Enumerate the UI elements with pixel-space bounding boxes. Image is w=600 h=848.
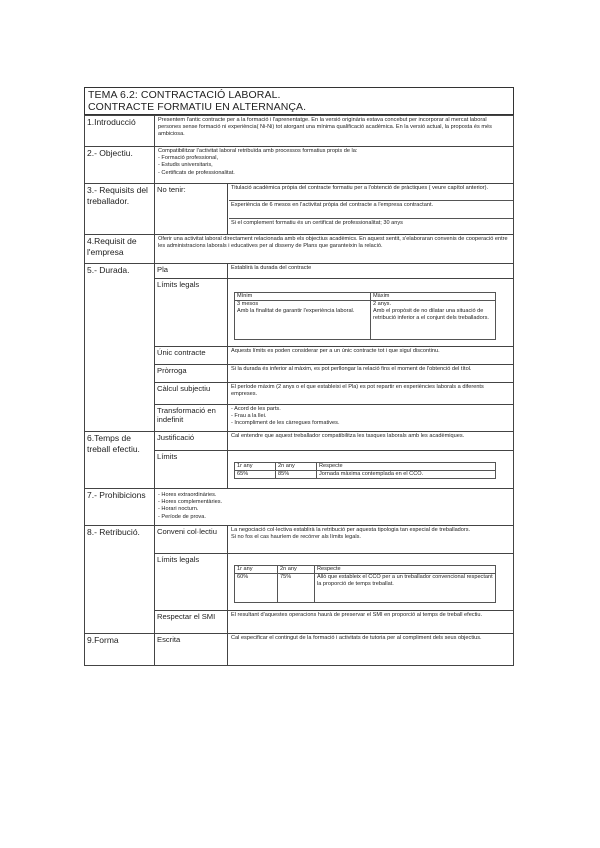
- sub-text: Si la durada és inferior al màxim, es pot perllongar la relació fins el moment de l'obtenció del títol.: [231, 366, 472, 372]
- subrow-limits: [155, 450, 513, 488]
- section-label: 2.- Objectiu.: [85, 147, 155, 183]
- table-header: Respecte: [317, 463, 496, 471]
- list-item: - Hores complementàries.: [158, 499, 511, 506]
- limits-table: [234, 292, 496, 340]
- table-header: 2n any: [276, 463, 317, 471]
- sub-text: Cal especificar el contingut de la formació i activitats de tutoria per al compliment dels seus objectius.: [231, 635, 482, 641]
- section-requisit-empresa: [84, 234, 514, 264]
- sub-label: Límits legals: [155, 279, 228, 346]
- list-item: - Certificats de professionalitat.: [158, 170, 511, 177]
- subrow-smi: [155, 610, 513, 633]
- sub-text: Aquests límits es poden considerar per a un únic contracte tot i que siguí discontinu.: [231, 348, 440, 354]
- title-line-2: CONTRACTE FORMATIU EN ALTERNANÇA.: [88, 101, 307, 113]
- subrow-transformacio: [155, 404, 513, 431]
- list-item: - Frau a la llei.: [231, 413, 511, 420]
- table-cell: 85%: [276, 471, 317, 479]
- subrow-no-tenir: [155, 184, 513, 234]
- sub-label: Transformació en indefinit: [155, 405, 228, 431]
- list-item: - Acord de les parts.: [231, 406, 511, 413]
- sub-label: Pròrroga: [155, 365, 228, 382]
- section-label: 7.- Prohibicions: [85, 489, 155, 525]
- sub-text: El període màxim (2 anys o el que estableixi el Pla) es pot repartir en experiències laborals a diferents empreses.: [231, 384, 484, 398]
- subrow-pla: [155, 264, 513, 278]
- table-header: Màxim: [371, 293, 496, 301]
- subrow-escrita: [155, 634, 513, 665]
- list-item: - Període de prova.: [158, 514, 511, 521]
- page-title: [84, 87, 514, 115]
- table-cell: 3 mesos Amb la finalitat de garantir l'experiència laboral.: [235, 301, 371, 340]
- subrow-prorroga: [155, 364, 513, 382]
- table-header: 1r any: [235, 463, 276, 471]
- list-item: - Incompliment de les càrregues formatives.: [231, 420, 511, 427]
- title-line-1: TEMA 6.2: CONTRACTACIÓ LABORAL.: [88, 89, 281, 101]
- sub-label: No tenir:: [155, 184, 228, 234]
- table-cell: Jornada màxima contemplada en el CCO.: [317, 471, 496, 479]
- requisit-item: Titulació acadèmica pròpia del contracte formatiu per a l'obtenció de pràctiques ( veure capítol anterior).: [229, 184, 513, 201]
- requisit-item: Si el complement formatiu és un certificat de professionalitat; 30 anys: [231, 220, 403, 226]
- sub-text: Establirà la durada del contracte: [231, 265, 312, 271]
- sub-label: Únic contracte: [155, 347, 228, 364]
- section-label: 6.Temps de treball efectiu.: [85, 432, 155, 488]
- section-label: 1.Introducció: [85, 116, 155, 146]
- section-prohibicions: [84, 488, 514, 526]
- subrow-calcul-subjectiu: [155, 382, 513, 404]
- sub-label: Límits: [155, 451, 228, 488]
- list-item: - Estudis universitaris,: [158, 162, 511, 169]
- sub-label: Justificació: [155, 432, 228, 450]
- table-cell: 75%: [278, 574, 315, 603]
- section-label: 3.- Requisits del treballador.: [85, 184, 155, 234]
- table-cell: 65%: [235, 471, 276, 479]
- section-text: Presentem l'antic contracte per a la formació i l'aprenentatge. En la versió originària estava concebut per incorporar al mercat laboral persones sense formació ni experiència( Ni-Ni) tot atorgant una mínima qualificació acadèmica. En la versió actual, la proposta és més ambiciosa.: [158, 117, 492, 138]
- sub-label: Límits legals: [155, 554, 228, 610]
- sub-text: Cal entendre que aquest treballador compatibilitza les tasques laborals amb les acadèmiques.: [231, 433, 465, 439]
- sub-text: El resultant d'aquestes operacions haurà de preservar el SMI en proporció al temps de treball efectiu.: [231, 612, 483, 618]
- section-forma: [84, 633, 514, 666]
- table-cell: 2 anys. Amb el propòsit de no dilatar una situació de retribució inferior a el conjunt dels treballadors.: [371, 301, 496, 340]
- limits-table: [234, 565, 496, 603]
- sub-content: [229, 184, 513, 234]
- sub-label: Escrita: [155, 634, 228, 665]
- table-header: Mínim: [235, 293, 371, 301]
- section-objectiu: [84, 146, 514, 184]
- sub-label: Conveni col·lectiu: [155, 526, 228, 553]
- section-temps-treball: [84, 431, 514, 489]
- subrow-limits-legals: [155, 278, 513, 346]
- sub-label: Càlcul subjectiu: [155, 383, 228, 404]
- sub-label: Respectar el SMI: [155, 611, 228, 633]
- list-item: - Hores extraordinàries.: [158, 492, 511, 499]
- subrow-conveni: [155, 526, 513, 553]
- section-durada: [84, 263, 514, 432]
- section-label: 9.Forma: [85, 634, 155, 665]
- sub-label: Pla: [155, 264, 228, 278]
- section-requisits-treballador: [84, 183, 514, 235]
- section-label: 4.Requisit de l'empresa: [85, 235, 155, 263]
- table-header: 1r any: [235, 566, 278, 574]
- table-cell: 60%: [235, 574, 278, 603]
- table-header: Respecte: [315, 566, 496, 574]
- section-text: Oferir una activitat laboral directament relacionada amb els objectius acadèmics. En aquest sentit, s'elaboraran convenis de cooperació entre les administracions laborals i educatives per al disseny de Plans que garanteixin la relació.: [158, 236, 508, 250]
- section-retribucio: [84, 525, 514, 634]
- table-header: 2n any: [278, 566, 315, 574]
- section-content: [156, 147, 513, 183]
- section-label: 8.- Retribució.: [85, 526, 155, 633]
- sub-text: La negociació col·lectiva establirà la retribució per aquesta tipologia tan especial de treballadors. Si no fos el cas hauríem de recórrer als límits legals.: [231, 527, 471, 541]
- limits-table: [234, 462, 496, 479]
- sub-content: [229, 405, 513, 431]
- objectiu-intro: Compatibilitzar l'activitat laboral retribuïda amb processos formatius propis de la:: [158, 148, 358, 154]
- requisit-item: Experiència de 6 mesos en l'activitat pròpia del contracte a l'empresa contractant.: [229, 201, 513, 219]
- subrow-unic-contracte: [155, 346, 513, 364]
- subrow-justificacio: [155, 432, 513, 450]
- list-item: - Horari nocturn.: [158, 506, 511, 513]
- section-label: 5.- Durada.: [85, 264, 155, 431]
- subrow-limits-legals: [155, 553, 513, 610]
- section-content: [156, 489, 513, 525]
- table-cell: Allò que estableix el CCO per a un treballador convencional respectant la proporció de temps treballat.: [315, 574, 496, 603]
- section-introduccio: [84, 115, 514, 147]
- list-item: - Formació professional,: [158, 155, 511, 162]
